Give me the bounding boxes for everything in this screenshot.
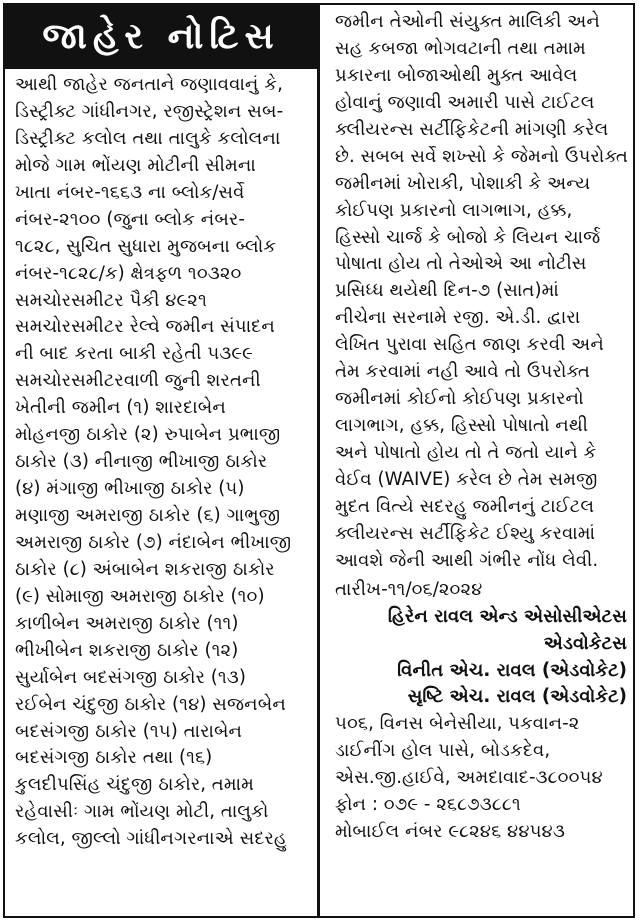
notice-line: ૧૮૨૮, સુચિત સુધારા મુજબના બ્લોક — [15, 235, 277, 257]
notice-line: સમચોરસમીટર રેલ્વે જમીન સંપાદન — [15, 316, 275, 338]
notice-line: પ્રસિધ્ધ થયેથી દિન-૭ (સાત)માં — [335, 280, 559, 302]
notice-line: સમચોરસમીટર પૈકી ૪૯૨૧ — [15, 289, 207, 311]
left-column — [15, 72, 315, 853]
notice-line: લેખિત પુરાવા સહિત જાણ કરવી અને — [335, 334, 604, 356]
notice-line: નીચેના સરનામે રજી. એ.ડી. દ્વારા — [335, 307, 581, 329]
notice-line: ખેતીની જમીન (૧) શારદાબેન — [15, 397, 226, 419]
notice-line: મુદત વિત્યે સદરહુ જમીનનું ટાઈટલ — [335, 495, 595, 517]
notice-line: સહ કબજા ભોગવટાની તથા તમામ — [335, 37, 586, 59]
notice-line: નંબર-૨૧૦૦ (જુના બ્લોક નંબર- — [15, 208, 245, 230]
notice-line: નંબર-૧૮૨૮/ક) ક્ષેત્રફળ ૧૦૩૨૦ — [15, 262, 242, 284]
notice-line: ક્લીયરન્સ સર્ટીફિકેટ ઈશ્યુ કરવામાં — [335, 522, 596, 544]
notice-line: જમીનમાં કોઈનો કોઈપણ પ્રકારનો — [335, 388, 584, 410]
notice-line: ડિસ્ટ્રીક્ટ કલોલ તથા તાલુકે કલોલના — [15, 127, 281, 149]
address-line: ડાઈનીંગ હોલ પાસે, બોડકદેવ, — [335, 740, 551, 762]
notice-line: હોવાનું જણાવી અમારી પાસે ટાઈટલ — [335, 91, 595, 113]
notice-line: ઠાકોર (૮) અંબાબેન શકરાજી ઠાકોર — [15, 558, 275, 580]
notice-line: પોષાતા હોય તો તેઓએ આ નોટીસ — [335, 253, 587, 275]
notice-line: બદસંગજી ઠાકોર (૧૫) તારાબેન — [15, 720, 243, 742]
notice-line: આવશે જેની આથી ગંભીર નોંધ લેવી. — [335, 549, 599, 571]
notice-line: રહેવાસીઃ ગામ ભોંયણ મોટી, તાલુકો — [15, 801, 269, 823]
notice-line: કોઈપણ પ્રકારનો લાગભાગ, હક્ક, — [335, 199, 573, 221]
notice-line: કલોલ, જીલ્લો ગાંધીનગરનાએ સદરહુ — [15, 828, 287, 850]
advocate-name: વિનીત એચ. રાવલ (એડવોકેટ) — [397, 659, 627, 681]
notice-line: જમીનમાં ખોરાકી, પોશાકી કે અન્ય — [335, 172, 591, 194]
phone-number: ફોન : ૦૭૯ - ૨૬૮૭૩૮૮૧ — [335, 794, 521, 816]
firm-designation: એડવોકેટસ — [543, 632, 627, 654]
notice-line: અને પોષાતો હોય તો તે જતો યાને કે — [335, 442, 597, 463]
address-line: એસ.જી.હાઈવે, અમદાવાદ-૩૮૦૦૫૪ — [335, 767, 603, 789]
notice-line: (૪) મંગાજી ભીખાજી ઠાકોર (૫) — [15, 478, 245, 500]
notice-line: બદસંગજી ઠાકોર તથા (૧૬) — [15, 747, 213, 769]
notice-line: વેઈવ (WAIVE) કરેલ છે તેમ સમજી — [335, 468, 598, 490]
notice-line: સુર્યાબેન બદસંગજી ઠાકોર (૧૩) — [15, 666, 246, 688]
notice-line: કુલદીપસિંહ ચંદુજી ઠાકોર, તમામ — [15, 774, 254, 796]
public-notice — [3, 3, 635, 918]
notice-line: ક્લીયરન્સ સર્ટીફિકેટની માંગણી કરેલ — [335, 118, 609, 140]
notice-line: મણાજી અમરાજી ઠાકોર (૬) ગાભુજી — [15, 505, 281, 526]
notice-line: તેમ કરવામાં નહી આવે તો ઉપરોક્ત — [335, 361, 590, 383]
notice-line: ડિસ્ટ્રીક્ટ ગાંધીનગર, રજીસ્ટ્રેશન સબ- — [15, 100, 284, 122]
notice-line: ની બાદ કરતા બાકી રહેતી ૫૩૯૯ — [15, 343, 253, 365]
notice-line: અમરાજી ઠાકોર (૭) નંદાબેન ભીખાજી — [15, 531, 292, 553]
advocate-name: સૃષ્ટિ એચ. રાવલ (એડવોકેટ) — [407, 686, 627, 708]
notice-line: રઈબેન ચંદુજી ઠાકોર (૧૪) સજનબેન — [15, 693, 286, 715]
notice-line: મોહનજી ઠાકોર (૨) રુપાબેન પ્રભાજી — [15, 424, 281, 446]
notice-line: જમીન તેઓની સંયુક્ત માલિકી અને — [335, 11, 600, 32]
notice-line: (૯) સોમાજી અમરાજી ઠાકોર (૧૦) — [15, 585, 265, 607]
notice-line: ખાતા નંબર-૧૬૬૩ ના બ્લોક/સર્વે — [15, 181, 245, 203]
notice-line: ભીખીબેન શકરાજી ઠાકોર (૧૨) — [15, 639, 239, 661]
notice-line: સમચોરસમીટરવાળી જુની શરતની — [15, 370, 261, 392]
notice-line: આથી જાહેર જનતાને જણાવવાનું કે, — [15, 74, 283, 95]
notice-line: હિસ્સો ચાર્જ કે બોજો કે લિયન ચાર્જ — [335, 226, 601, 248]
right-column — [335, 9, 635, 846]
notice-line: પ્રકારના બોજાઓથી મુક્ત આવેલ — [335, 64, 578, 86]
mobile-number: મોબાઈલ નંબર ૯૮૨૪૬ ૪૪૫૪૩ — [335, 821, 565, 843]
column-divider — [317, 5, 320, 916]
notice-line: કાળીબેન અમરાજી ઠાકોર (૧૧) — [15, 612, 239, 634]
notice-line: મોજે ગામ ભોંયણ મોટીની સીમના — [15, 154, 256, 176]
notice-date: તારીખ-૧૧/૦૬/૨૦૨૪ — [335, 578, 483, 600]
notice-line: લાગભાગ, હક્ક, હિસ્સો પોષાતો નથી — [335, 415, 589, 437]
notice-line: છે. સબબ સર્વે શખ્સો કે જેમનો ઉપરોક્ત — [335, 145, 628, 167]
notice-line: ઠાકોર (૩) નીનાજી ભીખાજી ઠાકોર — [15, 451, 268, 473]
notice-title: જાહેર નોટિસ — [5, 5, 317, 69]
firm-name: હિરેન રાવલ એન્ડ એસોસીએટસ — [387, 605, 627, 627]
address-line: ૫૦૬, વિનસ બેનેસીયા, પકવાન-૨ — [335, 713, 580, 735]
